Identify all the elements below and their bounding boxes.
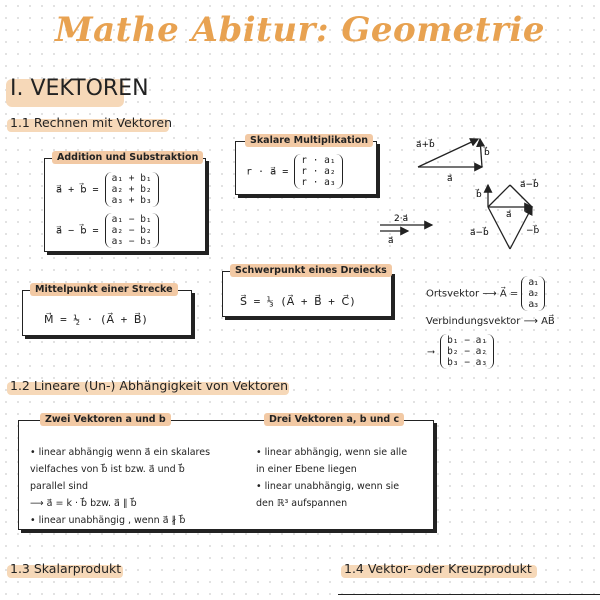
verbindungsvektor-row [426, 316, 555, 327]
vector-b [480, 139, 482, 167]
matrix-row: a₁ − b₁ [111, 214, 152, 225]
ortsvektor-matrix [521, 276, 545, 311]
matrix-row: b₁ − a₁ [447, 335, 488, 346]
matrix-row: a₃ + b₃ [111, 195, 152, 206]
matrix-row: a₃ [528, 299, 539, 310]
subheading-1-1 [10, 115, 172, 130]
kreuzprodukt-box-edge [338, 594, 600, 595]
subheading-text: 1.3 Skalarprodukt [10, 561, 122, 576]
matrix-row: r · a₂ [301, 166, 336, 177]
label-minus-b: −b⃗ [526, 226, 540, 236]
label-a-mid: a⃗ [506, 210, 512, 220]
matrix-row: a₂ − b₂ [111, 225, 152, 236]
list-item: in einer Ebene liegen [256, 464, 357, 475]
matrix-row: a₂ [528, 288, 539, 299]
label-2a: 2·a⃗ [394, 214, 409, 224]
subheading-text: 1.2 Lineare (Un-) Abhängigkeit von Vektoren [10, 378, 289, 393]
subheading-text: 1.4 Vektor- oder Kreuzprodukt [344, 561, 532, 576]
list-item: • linear unabhängig, wenn sie [256, 481, 400, 492]
list-item: • linear abhängig wenn a⃗ ein skalares [30, 447, 211, 458]
para-edge [488, 185, 510, 207]
matrix-row: r · a₃ [301, 177, 336, 188]
vector-diagram [370, 125, 595, 265]
list-item: • linear unabhängig , wenn a⃗ ∦ b⃗ [30, 515, 186, 526]
label-b: b⃗ [484, 148, 490, 158]
verbindungsvektor-label: Verbindungsvektor [426, 316, 521, 327]
subheading-1-2 [10, 378, 288, 393]
zwei-vektoren-list [30, 444, 210, 529]
zwei-vektoren-label: Zwei Vektoren a und b [40, 413, 171, 426]
arrow-icon: ⟶ [523, 316, 542, 327]
list-item: vielfaches von b⃗ ist bzw. a⃗ und b⃗ [30, 464, 185, 475]
verbindungsvektor-result [428, 334, 494, 369]
label-a-low: a⃗ [388, 236, 394, 246]
matrix-row: a₂ + b₂ [111, 184, 152, 195]
verbindungsvektor-target: AB⃗ [541, 316, 555, 327]
label-a: a⃗ [447, 174, 453, 184]
list-item: parallel sind [30, 481, 89, 492]
skalar-lhs: r · a⃗ = [246, 166, 289, 178]
schwerpunkt-formula: S⃗ = ⅓ (A⃗ + B⃗ + C⃗) [240, 295, 356, 308]
label-b-right: b⃗ [476, 190, 482, 200]
subheading-text: 1.1 Rechnen mit Vektoren [10, 115, 173, 130]
list-item: ⟶ a⃗ = k · b⃗ bzw. a⃗ ∥ b⃗ [30, 498, 137, 509]
addition-label: Addition und Substraktion [52, 151, 203, 164]
schwerpunkt-label: Schwerpunkt eines Dreiecks [230, 264, 392, 277]
ortsvektor-label: Ortsvektor [426, 288, 480, 300]
subtraction-lhs: a⃗ − b⃗ = [56, 225, 99, 237]
schwerpunkt-box [222, 271, 392, 317]
subtraction-formula [56, 213, 159, 248]
addition-formula [56, 172, 159, 207]
skalar-formula [246, 154, 343, 189]
matrix-row: b₃ − a₃ [447, 357, 488, 368]
matrix-row: r · a₁ [301, 155, 336, 166]
label-a-minus-b-bottom: a⃗−b⃗ [470, 228, 489, 238]
drei-vektoren-list [256, 444, 407, 512]
list-item: • linear abhängig, wenn sie alle [256, 447, 408, 458]
drei-vektoren-label: Drei Vektoren a, b und c [264, 413, 404, 426]
matrix-row: a₁ [528, 277, 539, 288]
addition-matrix [105, 172, 159, 207]
arrow-icon: ⟶ [428, 346, 435, 358]
mittelpunkt-label: Mittelpunkt einer Strecke [30, 283, 178, 296]
mittelpunkt-formula: M⃗ = ½ · (A⃗ + B⃗) [44, 313, 149, 326]
ortsvektor-lhs: A⃗ = [499, 288, 519, 300]
section-heading-text: I. VEKTOREN [10, 76, 149, 101]
matrix-row: a₁ + b₁ [111, 173, 152, 184]
list-item: den ℝ³ aufspannen [256, 498, 348, 509]
label-a-plus-b: a⃗+b⃗ [416, 140, 435, 150]
subheading-1-4 [344, 561, 532, 576]
arrow-icon: ⟶ [482, 288, 500, 300]
subtraction-matrix [105, 213, 159, 248]
skalar-matrix [294, 154, 342, 189]
page-title: Mathe Abitur: Geometrie [55, 10, 545, 50]
matrix-row: a₃ − b₃ [111, 236, 152, 247]
skalar-label: Skalare Multiplikation [245, 134, 373, 147]
section-heading-vektoren [10, 76, 149, 101]
ortsvektor-row [426, 276, 545, 311]
addition-lhs: a⃗ + b⃗ = [56, 184, 99, 196]
verbindungsvektor-matrix [440, 334, 494, 369]
matrix-row: b₂ − a₂ [447, 346, 488, 357]
subheading-1-3 [10, 561, 121, 576]
label-a-minus-b-top: a⃗−b⃗ [520, 180, 539, 190]
